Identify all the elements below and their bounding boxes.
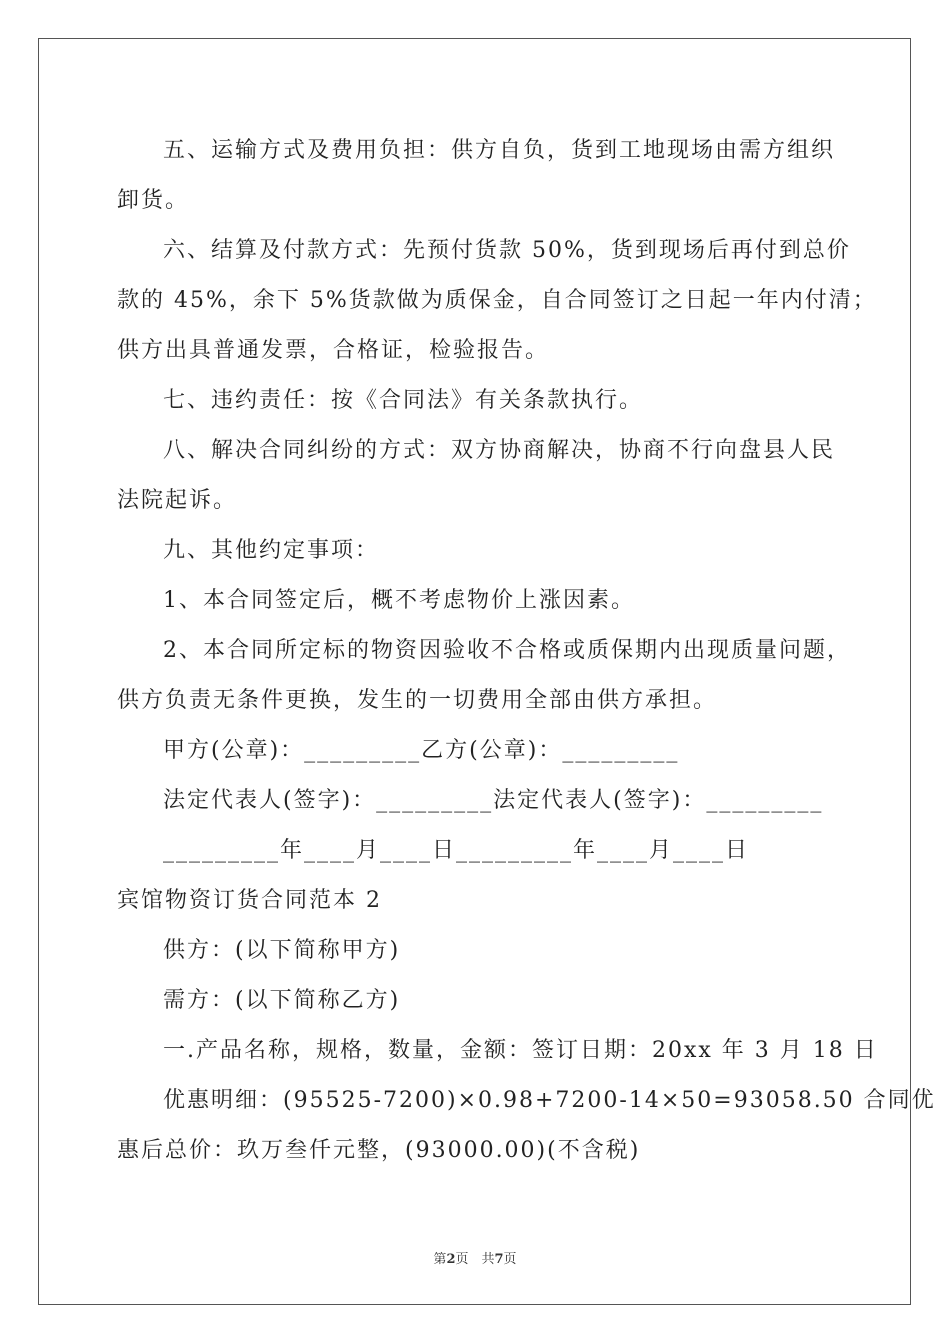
text-line: 六、结算及付款方式：先预付货款 50%，货到现场后再付到总价 [163,238,851,263]
signature-party-line: 甲方(公章)：_________乙方(公章)：_________ [163,738,680,763]
text-line: 2、本合同所定标的物资因验收不合格或质保期内出现质量问题， [163,638,851,663]
text-line: 九、其他约定事项： [163,538,380,563]
text-line: 供方负责无条件更换，发生的一切费用全部由供方承担。 [117,688,718,713]
text-line: 五、运输方式及费用负担：供方自负，货到工地现场由需方组织 [163,138,836,163]
footer-suffix: 页 [503,1252,517,1267]
footer-prefix: 第 [433,1252,447,1267]
text-line: 卸货。 [117,188,190,213]
text-line: 款的 45%，余下 5%货款做为质保金，自合同签订之日起一年内付清； [117,288,877,313]
text-line: 八、解决合同纠纷的方式：双方协商解决，协商不行向盘县人民 [163,438,836,463]
text-line: 供方：(以下简称甲方) [163,938,401,963]
text-line: 1、本合同签定后，概不考虑物价上涨因素。 [163,588,635,613]
signature-rep-line: 法定代表人(签字)：_________法定代表人(签字)：_________ [163,788,824,813]
text-line: 供方出具普通发票，合格证，检验报告。 [117,338,550,363]
text-line: 惠后总价：玖万叁仟元整，(93000.00)(不含税) [117,1138,641,1163]
footer-page-total: 7 [494,1252,504,1267]
signature-date-line: _________年____月____日_________年____月____日 [163,838,750,863]
text-line: 七、违约责任：按《合同法》有关条款执行。 [163,388,644,413]
text-line: 需方：(以下简称乙方) [163,988,401,1013]
text-line: 法院起诉。 [117,488,238,513]
text-line: 优惠明细：(95525-7200)×0.98+7200-14×50=93058.50 合同优 [163,1088,936,1113]
page-footer [0,1248,950,1267]
section-title: 宾馆物资订货合同范本 2 [117,888,382,913]
text-line: 一.产品名称，规格，数量，金额：签订日期：20xx 年 3 月 18 日 [163,1038,878,1063]
footer-mid: 页 共 [455,1252,495,1267]
footer-page-current: 2 [446,1252,456,1267]
